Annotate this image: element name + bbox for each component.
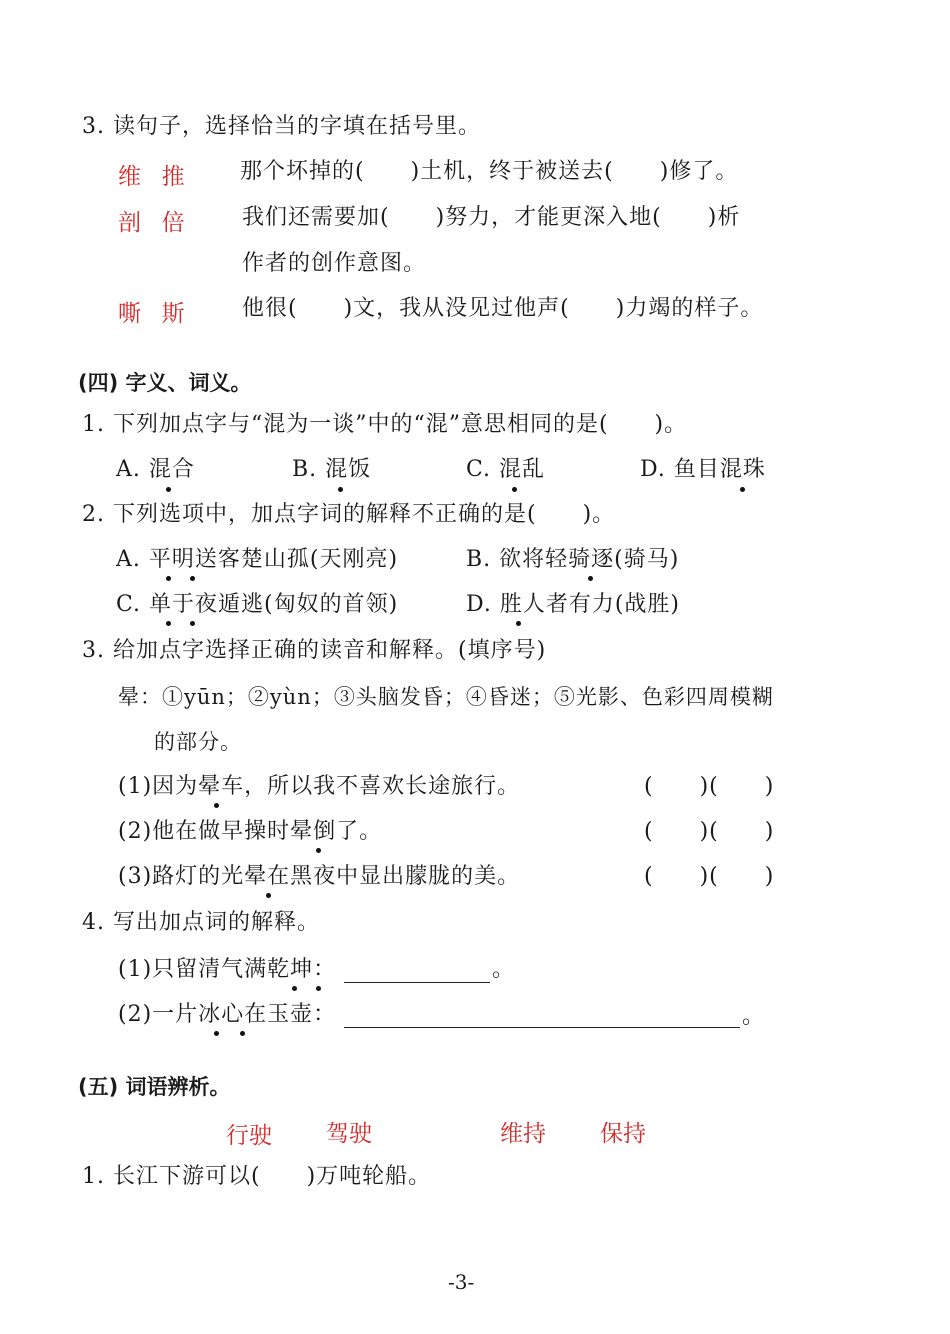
word-choice-4: 保持 [600,1121,646,1147]
s4-q4-item-2-end: 。 [742,1004,766,1029]
s4-q3-definition-line2: 的部分。 [154,730,242,754]
emphasis-dot [166,487,171,492]
page-number: -3- [448,1270,475,1294]
s4-q1-prompt: 1. 下列加点字与“混为一谈”中的“混”意思相同的是( )。 [82,412,688,437]
emphasis-dot [166,576,171,581]
emphasis-dot [316,848,321,853]
q3-choices-3: 嘶 斯 [118,301,187,327]
word-choice-3: 维持 [500,1121,546,1147]
emphasis-dot [190,576,195,581]
q3-sentence-3: 他很( )文，我从没见过他声( )力竭的样子。 [242,296,764,321]
word-choice-2: 驾驶 [326,1121,372,1147]
q3-sentence-2: 我们还需要加( )努力，才能更深入地( )析 [242,205,741,230]
s4-q1-option-a: A. 混合 [116,457,195,482]
emphasis-dot [214,803,219,808]
s4-q3-prompt: 3. 给加点字选择正确的读音和解释。(填序号) [82,638,547,663]
s4-q2-option-a: A. 平明送客楚山孤(天刚亮) [116,547,399,572]
s4-q1-option-c: C. 混乱 [466,457,546,482]
s4-q3-item-1: (1)因为晕车，所以我不喜欢长途旅行。 [118,774,521,799]
s4-q4-item-1: (1)只留清气满乾坤： [118,957,337,982]
s4-q1-option-d: D. 鱼目混珠 [640,457,766,482]
s4-q2-option-d: D. 胜人者有力(战胜) [466,592,681,617]
answer-line-1[interactable] [344,982,490,983]
emphasis-dot [512,487,517,492]
q3-sentence-2-continuation: 作者的创作意图。 [242,251,427,276]
emphasis-dot [214,1031,219,1036]
s4-q3-item-3-answer[interactable]: ( )( ) [644,864,775,889]
q3-sentence-1: 那个坏掉的( )土机，终于被送去( )修了。 [240,159,739,184]
s4-q2-prompt: 2. 下列选项中，加点字词的解释不正确的是( )。 [82,502,616,527]
s4-q4-prompt: 4. 写出加点词的解释。 [82,910,320,935]
s4-q3-item-3: (3)路灯的光晕在黑夜中显出朦胧的美。 [118,864,521,889]
s4-q4-item-2: (2)一片冰心在玉壶： [118,1002,337,1027]
emphasis-dot [516,621,521,626]
s4-q2-option-b: B. 欲将轻骑逐(骑马) [466,547,680,572]
emphasis-dot [316,986,321,991]
s4-q3-definition-line1: 晕：①yūn；②yùn；③头脑发昏；④昏迷；⑤光影、色彩四周模糊 [118,685,774,709]
s4-q4-item-1-end: 。 [492,957,516,982]
answer-line-2[interactable] [344,1027,740,1028]
s4-q3-item-2: (2)他在做早操时晕倒了。 [118,819,383,844]
section5-heading: (五) 词语辨析。 [78,1075,231,1099]
emphasis-dot [166,621,171,626]
q3-choices-1: 维 推 [118,164,187,190]
s4-q3-item-1-answer[interactable]: ( )( ) [644,774,775,799]
s4-q1-option-b: B. 混饭 [292,457,372,482]
emphasis-dot [338,487,343,492]
section4-heading: (四) 字义、词义。 [78,371,252,395]
s5-q1-prompt: 1. 长江下游可以( )万吨轮船。 [82,1164,432,1189]
emphasis-dot [240,1031,245,1036]
s4-q2-option-c: C. 单于夜遁逃(匈奴的首领) [116,592,399,617]
word-choice-1: 行驶 [226,1123,272,1149]
s4-q3-item-2-answer[interactable]: ( )( ) [644,819,775,844]
emphasis-dot [740,487,745,492]
emphasis-dot [190,621,195,626]
q3-choices-2: 剖 倍 [118,210,187,236]
q3-prompt: 3. 读句子，选择恰当的字填在括号里。 [82,114,481,139]
emphasis-dot [266,893,271,898]
emphasis-dot [292,986,297,991]
emphasis-dot [588,576,593,581]
